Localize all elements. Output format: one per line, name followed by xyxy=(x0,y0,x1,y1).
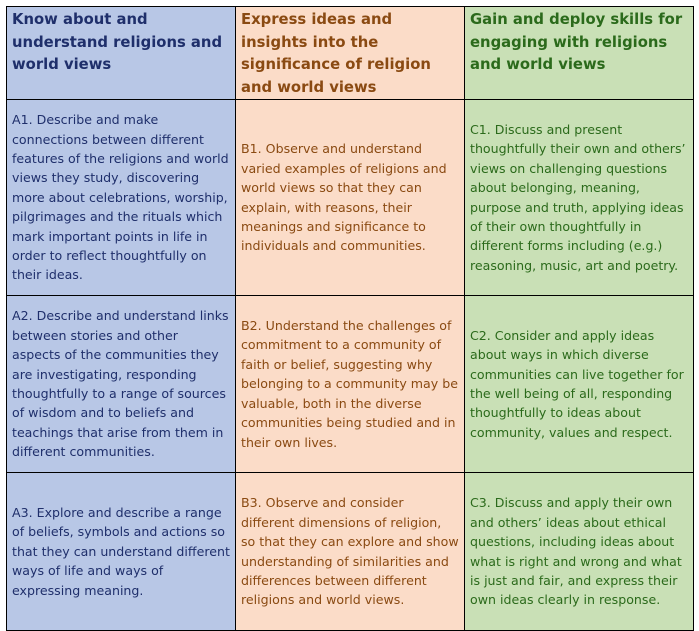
table-row xyxy=(7,473,694,631)
cell-a1: A1. Describe and make connections between different features of the religions and world views they study, discovering more about celebrations, worship, pilgrimages and the rituals which mark important points in life in order to reflect thoughtfully on their ideas. xyxy=(7,100,236,296)
cell-c1: C1. Discuss and present thoughtfully their own and others’ views on challenging questions about belonging, meaning, purpose and truth, applying ideas of their own thoughtfully in different forms including (e.g.) reasoning, music, art and poetry. xyxy=(465,100,694,296)
header-gain-skills: Gain and deploy skills for engaging with religions and world views xyxy=(465,7,694,100)
cell-a2: A2. Describe and understand links between stories and other aspects of the communities they are investigating, responding thoughtfully to a range of sources of wisdom and to beliefs and teachings that arise from them in different communities. xyxy=(7,296,236,473)
header-know-understand: Know about and understand religions and world views xyxy=(7,7,236,100)
cell-c3: C3. Discuss and apply their own and others’ ideas about ethical questions, including ideas about what is right and wrong and what is just and fair, and express their own ideas clearly in response. xyxy=(465,473,694,631)
header-express-ideas: Express ideas and insights into the significance of religion and world views xyxy=(236,7,465,100)
cell-a3: A3. Explore and describe a range of beliefs, symbols and actions so that they can understand different ways of life and ways of expressing meaning. xyxy=(7,473,236,631)
cell-b1: B1. Observe and understand varied examples of religions and world views so that they can explain, with reasons, their meanings and significance to individuals and communities. xyxy=(236,100,465,296)
header-row xyxy=(7,7,694,100)
cell-c2: C2. Consider and apply ideas about ways in which diverse communities can live together for the well being of all, responding thoughtfully to ideas about community, values and respect. xyxy=(465,296,694,473)
table-row xyxy=(7,296,694,473)
cell-b2: B2. Understand the challenges of commitment to a community of faith or belief, suggesting why belonging to a community may be valuable, both in the diverse communities being studied and in their own lives. xyxy=(236,296,465,473)
cell-b3: B3. Observe and consider different dimensions of religion, so that they can explore and show understanding of similarities and differences between different religions and world views. xyxy=(236,473,465,631)
table-row xyxy=(7,100,694,296)
outcomes-table xyxy=(6,6,694,631)
